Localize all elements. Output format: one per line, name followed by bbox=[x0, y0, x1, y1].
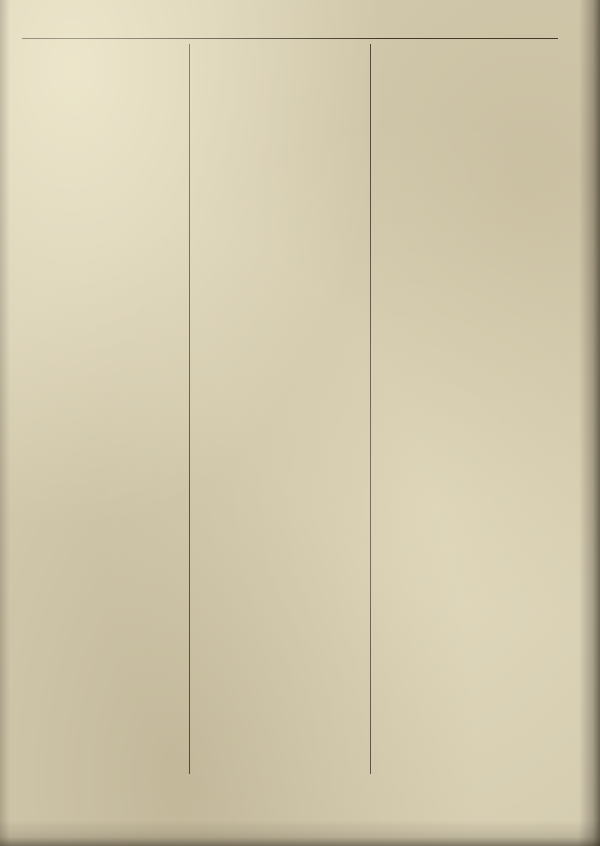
masthead-rule bbox=[22, 38, 558, 39]
column-divider-2 bbox=[370, 44, 371, 774]
column-divider-1 bbox=[189, 44, 190, 774]
